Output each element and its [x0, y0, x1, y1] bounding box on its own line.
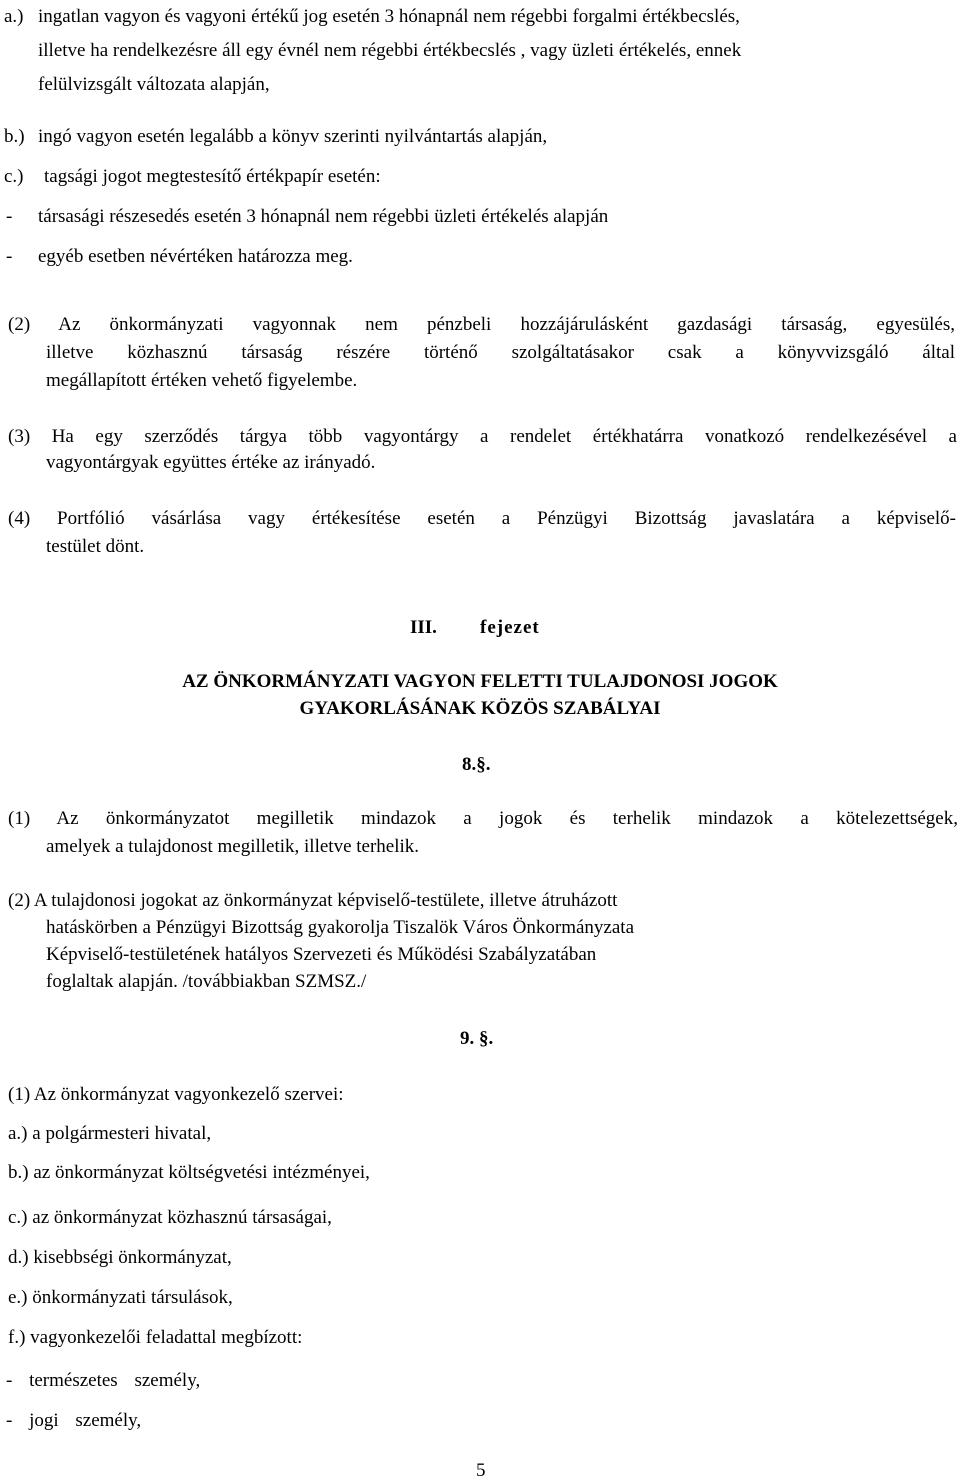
section-8-p2-line3: Képviselő-testületének hatályos Szervezeti és Működési Szabályzatában: [46, 944, 597, 965]
list-item: d.) kisebbségi önkormányzat,: [8, 1247, 232, 1268]
section-heading: 8.§.: [462, 754, 491, 775]
list-text-c: tagsági jogot megtestesítő értékpapír esetén:: [44, 166, 381, 187]
dash-mark: -: [6, 206, 13, 227]
section-8-p2-line2: hatáskörben a Pénzügyi Bizottság gyakorolja Tiszalök Város Önkormányzata: [46, 917, 634, 938]
list-item: b.) az önkormányzat költségvetési intézményei,: [8, 1162, 370, 1183]
list-item: - természetes személy,: [6, 1370, 201, 1391]
list-item: c.) az önkormányzat közhasznú társaságai,: [8, 1207, 332, 1228]
paragraph-2-line3: megállapított értéken vehető figyelembe.: [46, 370, 358, 391]
paragraph-2-line1: (2) Az önkormányzati vagyonnak nem pénzbeli hozzájárulásként gazdasági társaság, egyesülés,: [8, 314, 955, 335]
list-item: - jogi személy,: [6, 1410, 142, 1431]
list-item: e.) önkormányzati társulások,: [8, 1287, 233, 1308]
dash-text-1: társasági részesedés esetén 3 hónapnál nem régebbi üzleti értékelés alapján: [38, 206, 609, 227]
section-9-intro: (1) Az önkormányzat vagyonkezelő szervei:: [8, 1084, 344, 1105]
list-item: a.) a polgármesteri hivatal,: [8, 1123, 212, 1144]
paragraph-4-line2: testület dönt.: [46, 536, 145, 557]
list-label-a: a.): [4, 6, 24, 27]
list-item: f.) vagyonkezelői feladattal megbízott:: [8, 1327, 303, 1348]
chapter-word: fejezet: [480, 617, 540, 638]
section-8-p1-line2: amelyek a tulajdonost megilletik, illetve terhelik.: [46, 836, 420, 857]
list-text-b: ingó vagyon esetén legalább a könyv szerinti nyilvántartás alapján,: [38, 126, 548, 147]
list-text-a-line2: illetve ha rendelkezésre áll egy évnél nem régebbi értékbecslés , vagy üzleti értékelés, ennek: [38, 40, 742, 61]
paragraph-3-line1: (3) Ha egy szerződés tárgya több vagyontárgy a rendelet értékhatárra vonatkozó rendelkezésével a: [8, 426, 957, 447]
section-8-p1-line1: (1) Az önkormányzatot megilletik mindazok a jogok és terhelik mindazok a kötelezettségek,: [8, 808, 958, 829]
section-8-p2-line4: foglaltak alapján. /továbbiakban SZMSZ./: [46, 971, 367, 992]
dash-text-2: egyéb esetben névértéken határozza meg.: [38, 246, 353, 267]
list-label-c: c.): [4, 166, 24, 187]
paragraph-4-line1: (4) Portfólió vásárlása vagy értékesítése esetén a Pénzügyi Bizottság javaslatára a képviselő-: [8, 508, 956, 529]
section-8-p2-line1: (2) A tulajdonosi jogokat az önkormányzat képviselő-testülete, illetve átruházott: [8, 890, 618, 911]
dash-mark: -: [6, 246, 13, 267]
paragraph-3-line2: vagyontárgyak együttes értéke az irányadó.: [46, 452, 376, 473]
paragraph-2-line2: illetve közhasznú társaság részére történő szolgáltatásakor csak a könyvvizsgáló által: [46, 342, 955, 363]
chapter-number: III.: [410, 617, 437, 638]
section-heading: 9. §.: [460, 1028, 494, 1049]
chapter-title-line1: AZ ÖNKORMÁNYZATI VAGYON FELETTI TULAJDONOSI JOGOK: [182, 671, 778, 692]
chapter-title-line2: GYAKORLÁSÁNAK KÖZÖS SZABÁLYAI: [299, 698, 661, 719]
page-number: 5: [476, 1460, 486, 1481]
list-text-a-line1: ingatlan vagyon és vagyoni értékű jog esetén 3 hónapnál nem régebbi forgalmi értékbecslés,: [38, 6, 740, 27]
list-text-a-line3: felülvizsgált változata alapján,: [38, 74, 270, 95]
list-label-b: b.): [4, 126, 25, 147]
